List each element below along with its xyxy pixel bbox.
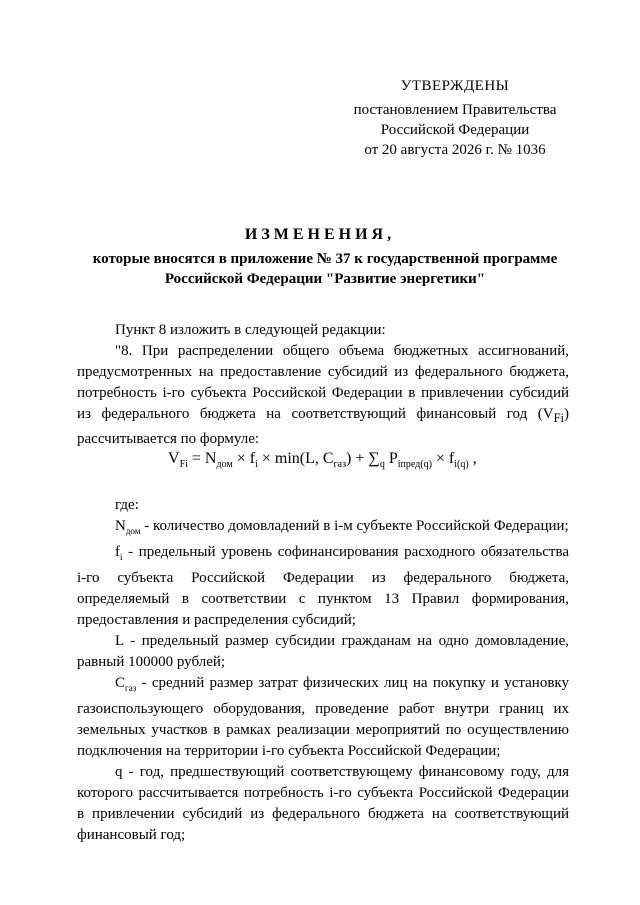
intro-paragraph-2: "8. При распределении общего объема бюджетных ассигнований, предусмотренных на предоставление субсидий из федерального бюджета, потребность i-го субъекта Российской Федерации в привлечении субсидий из федерального бюджета на соответствующий финансовый год $(V_{Fi})$ рассчитывается по формуле:: [77, 343, 569, 447]
def-n: $N_{дом}$ - количество домовладений в i-м субъекте Российской Федерации;: [115, 518, 569, 536]
document-title: ИЗМЕНЕНИЯ,: [244, 226, 396, 243]
where-label: где:: [115, 497, 139, 513]
def-f: $f_i$ - предельный уровень софинансирования расходного обязательства i-го субъекта Российской Федерации из федерального бюджета, определяемый в соответствии с пунктом 13 Правил формирования, предоставления и распределения субсидий;: [77, 544, 569, 628]
approval-title: УТВЕРЖДЕНЫ: [400, 78, 510, 94]
intro-text: [77, 320, 569, 450]
approval-line-2: Российской Федерации: [380, 122, 530, 138]
approval-line-1: постановлением Правительства: [353, 102, 557, 118]
def-l: L - предельный размер субсидии гражданам на одно домовладение, равный 100000 рублей;: [77, 633, 569, 670]
document-subtitle: которые вносятся в приложение № 37 к государственной программе Российской Федерации "Развитие энергетики": [92, 251, 558, 287]
def-q: q - год, предшествующий соответствующему финансовому году, для которого рассчитывается потребность i-го субъекта Российской Федерации в привлечении субсидий из федерального бюджета на соответствующий финансовый год;: [77, 764, 569, 843]
definitions: [77, 495, 569, 846]
intro-paragraph-1: Пункт 8 изложить в следующей редакции:: [115, 322, 386, 338]
formula: $V_{Fi} = N_{дом} \times f_i \times \min(L$, $C_{газ}) + \sum_q$ $P_{iпред(q)} \times f_{i(q)}$ ,: [168, 450, 477, 471]
approval-block: [320, 76, 590, 160]
def-c: $C_{газ}$ - средний размер затрат физических лиц на покупку и установку газоиспользующего оборудования, проведение работ внутри границ их земельных участков в рамках реализации мероприятий по осуществлению подключения на территории i-го субъекта Российской Федерации;: [77, 675, 569, 759]
approval-line-3: от 20 августа 2026 г. № 1036: [364, 142, 546, 158]
